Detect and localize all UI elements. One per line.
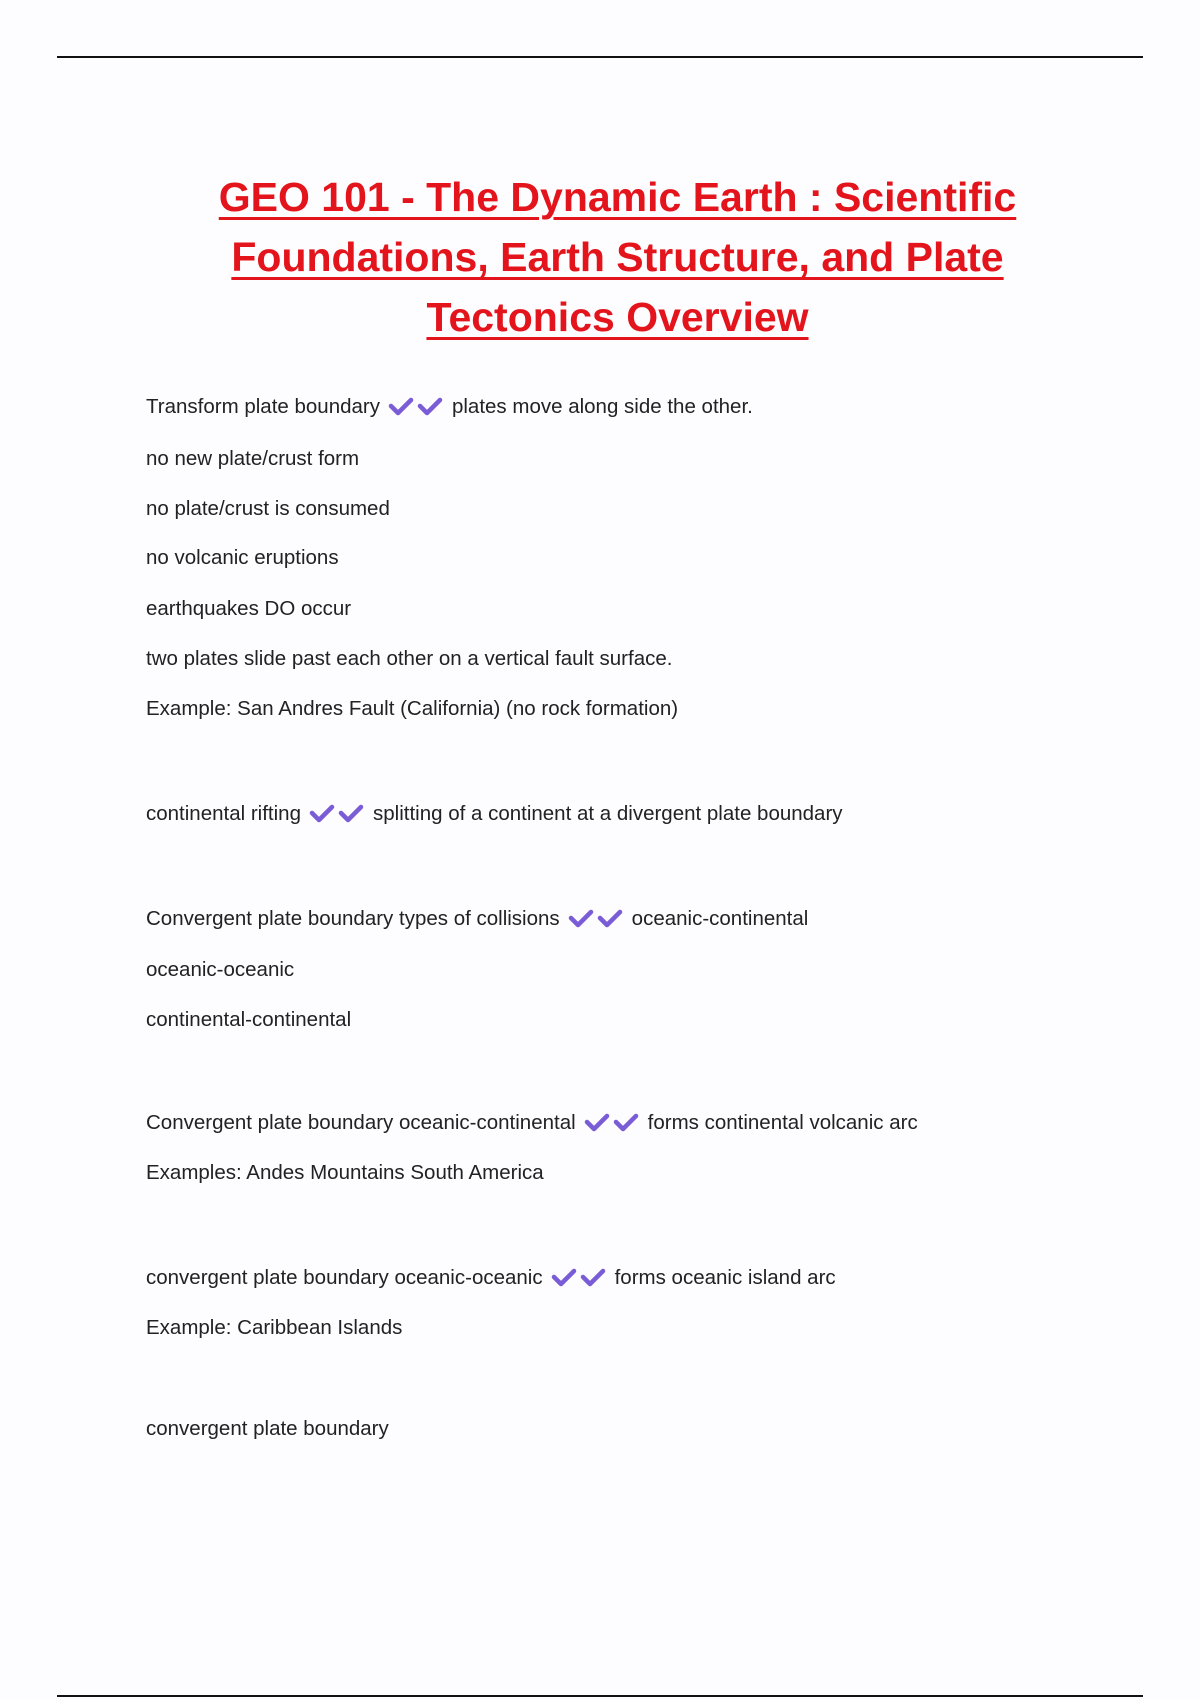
entry-term: Convergent plate boundary oceanic-continental <box>146 1111 576 1134</box>
title-line-2: Foundations, Earth Structure, and Plate <box>231 234 1004 281</box>
entry-term-line <box>146 906 808 935</box>
double-check-icon <box>568 908 626 935</box>
entry-term-line <box>146 1265 836 1294</box>
entry-term-line <box>146 801 843 830</box>
entry-term-line <box>146 1416 389 1442</box>
entry-term: Transform plate boundary <box>146 395 380 418</box>
title-line-3: Tectonics Overview <box>426 294 809 341</box>
entry-detail: no new plate/crust form <box>146 447 360 470</box>
entry-detail: Example: San Andres Fault (California) (no rock formation) <box>146 697 679 720</box>
entry-detail: Example: Caribbean Islands <box>146 1316 403 1339</box>
entry-term: continental rifting <box>146 802 301 825</box>
entry-answer: oceanic-continental <box>631 907 809 930</box>
double-check-icon <box>551 1267 609 1294</box>
entry-term-line <box>146 1110 918 1139</box>
entry-term-line <box>146 394 753 423</box>
entry-detail: no plate/crust is consumed <box>146 497 390 520</box>
entry-detail: two plates slide past each other on a vertical fault surface. <box>146 647 673 670</box>
entry-term: convergent plate boundary oceanic-oceanic <box>146 1266 543 1289</box>
entry-answer: forms oceanic island arc <box>614 1266 836 1289</box>
entry-detail: continental-continental <box>146 1008 352 1031</box>
header-rule <box>57 56 1143 58</box>
entry-detail: Examples: Andes Mountains South America <box>146 1161 544 1184</box>
double-check-icon <box>309 803 367 830</box>
entry-detail: oceanic-oceanic <box>146 958 295 981</box>
entry-answer: splitting of a continent at a divergent plate boundary <box>372 802 843 825</box>
entry-answer: plates move along side the other. <box>451 395 753 418</box>
document-title <box>150 167 1085 347</box>
entry-term: convergent plate boundary <box>146 1417 389 1440</box>
entry-term: Convergent plate boundary types of collisions <box>146 907 560 930</box>
double-check-icon <box>584 1112 642 1139</box>
title-line-1: GEO 101 - The Dynamic Earth : Scientific <box>218 174 1017 221</box>
footer-rule <box>57 1695 1143 1697</box>
entry-detail: earthquakes DO occur <box>146 597 352 620</box>
entry-detail: no volcanic eruptions <box>146 546 339 569</box>
entry-answer: forms continental volcanic arc <box>647 1111 918 1134</box>
double-check-icon <box>388 396 446 423</box>
